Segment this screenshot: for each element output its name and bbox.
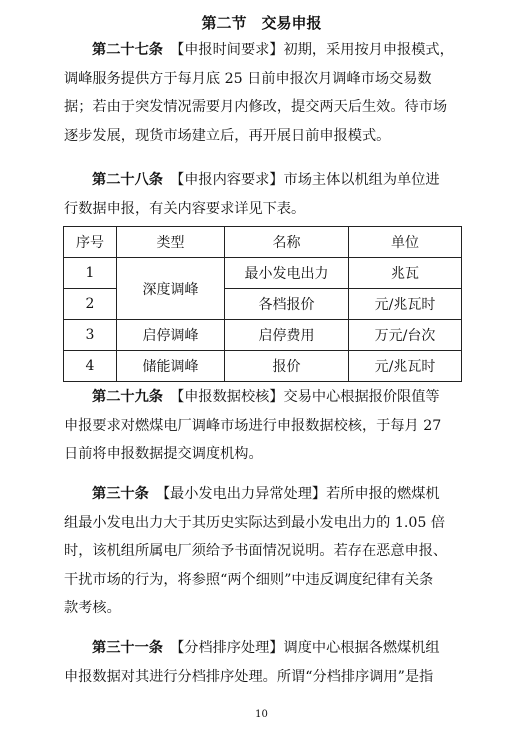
article-27-line-3: 据；若由于突发情况需要月内修改，提交两天后生效。待市场: [64, 99, 448, 115]
article-28: [64, 166, 464, 223]
article-28-label: 第二十八条: [92, 172, 163, 188]
table-header-cell: 类型: [117, 227, 225, 258]
table-cell-unit: 万元/台次: [349, 320, 462, 351]
article-29: [64, 383, 464, 469]
table-row: [64, 258, 462, 289]
article-30-line-3: 时，该机组所属电厂须给予书面情况说明。若存在恶意申报、: [64, 543, 448, 559]
article-27-line-4: 逐步发展，现货市场建立后，再开展日前申报模式。: [64, 127, 391, 144]
article-27-line-2: 调峰服务提供方于每月底 25 日前申报次月调峰市场交易数: [64, 70, 432, 87]
table-cell-name: 各档报价: [225, 289, 349, 320]
article-30-line-1: 第三十条 【最小发电出力异常处理】若所申报的燃煤机: [92, 486, 440, 502]
article-31-line-2: 申报数据对其进行分档排序处理。所谓“分档排序调用”是指: [64, 668, 434, 685]
article-27: [64, 36, 464, 150]
table-cell-type: 启停调峰: [117, 320, 225, 351]
table-header-cell: 名称: [225, 227, 349, 258]
article-29-line-3: 日前将申报数据提交调度机构。: [64, 446, 263, 462]
article-31: [64, 634, 464, 691]
article-30-line-4: 干扰市场的行为，将参照“两个细则”中违反调度纪律有关条: [64, 571, 434, 588]
table-cell-type: 深度调峰: [117, 258, 225, 320]
table-cell-unit: 兆瓦: [349, 258, 462, 289]
table-row: [64, 351, 462, 382]
article-30-label: 第三十条: [92, 486, 149, 502]
page-number: 10: [255, 709, 268, 720]
article-31-label: 第三十一条: [92, 640, 163, 656]
article-28-line-2: 行数据申报，有关内容要求详见下表。: [64, 200, 306, 217]
table-cell-name: 最小发电出力: [225, 258, 349, 289]
article-30-line-2: 组最小发电出力大于其历史实际达到最小发电出力的 1.05 倍: [64, 514, 446, 531]
section-title: 第二节 交易申报: [201, 14, 322, 32]
declaration-table: [63, 226, 462, 382]
table-cell-unit: 元/兆瓦时: [349, 289, 462, 320]
article-28-line-1: 第二十八条 【申报内容要求】市场主体以机组为单位进: [92, 172, 440, 188]
table-cell-no: 2: [64, 289, 117, 320]
table-cell-no: 3: [64, 320, 117, 351]
article-29-label: 第二十九条: [92, 389, 163, 405]
table-cell-no: 4: [64, 351, 117, 382]
table-cell-name: 启停费用: [225, 320, 349, 351]
article-30-line-5: 款考核。: [64, 600, 121, 616]
table-header-row: [64, 227, 462, 258]
table-cell-no: 1: [64, 258, 117, 289]
article-31-line-1: 第三十一条 【分档排序处理】调度中心根据各燃煤机组: [92, 640, 440, 656]
table-row: [64, 320, 462, 351]
article-27-line-1: 第二十七条 【申报时间要求】初期，采用按月申报模式，: [92, 42, 454, 58]
table-cell-type: 储能调峰: [117, 351, 225, 382]
article-30: [64, 480, 464, 623]
table-header-cell: 单位: [349, 227, 462, 258]
article-27-label: 第二十七条: [92, 42, 163, 58]
table-header-cell: 序号: [64, 227, 117, 258]
article-29-line-2: 申报要求对燃煤电厂调峰市场进行申报数据校核，于每月 27: [64, 417, 442, 434]
table-cell-name: 报价: [225, 351, 349, 382]
article-29-line-1: 第二十九条 【申报数据校核】交易中心根据报价限值等: [92, 389, 440, 405]
table-cell-unit: 元/兆瓦时: [349, 351, 462, 382]
